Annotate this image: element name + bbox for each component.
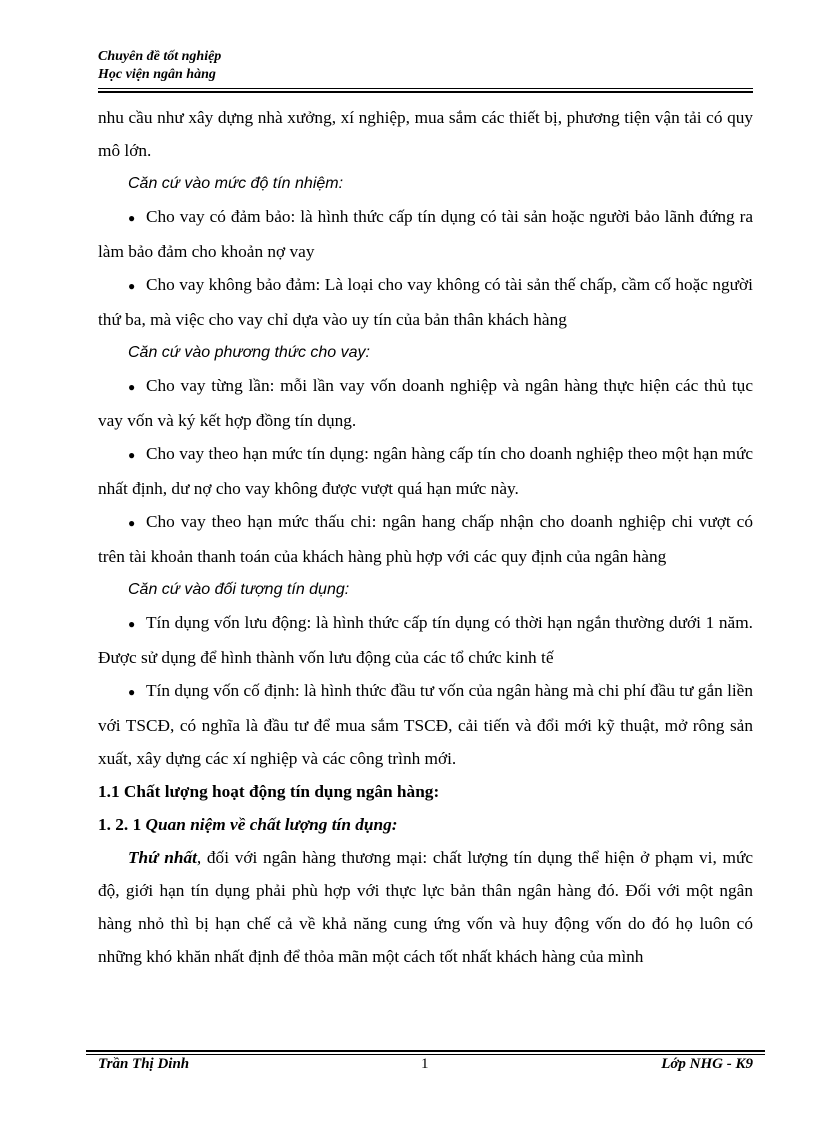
bullet-icon: ● [128, 380, 136, 394]
subsection-heading: 1. 2. 1 Quan niệm về chất lượng tín dụng: [98, 815, 398, 834]
page-footer [98, 1056, 753, 1076]
footer-rule [86, 1050, 765, 1055]
bullet-item: ● Cho vay không bảo đảm: Là loại cho vay không có tài sản thế chấp, cầm cố hoặc người thứ ba, mà việc cho vay chỉ dựa vào uy tín của bản thân khách hàng [98, 268, 753, 336]
bullet-icon: ● [128, 211, 136, 225]
bullet-icon: ● [128, 279, 136, 293]
bullet-item: ● Cho vay theo hạn mức thấu chi: ngân hang chấp nhận cho doanh nghiệp chi vượt có trên tài khoản thanh toán của khách hàng phù hợp với các quy định của ngân hàng [98, 505, 753, 573]
bullet-item: ● Cho vay có đảm bảo: là hình thức cấp tín dụng có tài sản hoặc người bảo lãnh đứng ra làm bảo đảm cho khoản nợ vay [98, 200, 753, 268]
header-title: Chuyên đề tốt nghiệp [98, 49, 222, 64]
section-label: Căn cứ vào đối tượng tín dụng: [128, 581, 350, 598]
bullet-icon: ● [128, 617, 136, 631]
page-header [98, 48, 753, 84]
paragraph: Thứ nhất, đối với ngân hàng thương mại: chất lượng tín dụng thể hiện ở phạm vi, mức độ, giới hạn tín dụng phải phù hợp với thực lực bản thân ngân hàng đó. Đối với một ngân hàng nhỏ thì bị hạn chế cả về khả năng cung ứng vốn và huy động vốn do đó họ luôn có những khó khăn nhất định để thỏa mãn một cách tốt nhất khách hàng của mình [98, 848, 753, 966]
bullet-item: ● Cho vay theo hạn mức tín dụng: ngân hàng cấp tín cho doanh nghiệp theo một hạn mức nhất định, dư nợ cho vay không được vượt quá hạn mức này. [98, 437, 753, 505]
page-number: 1 [421, 1056, 429, 1072]
bullet-item: ● Tín dụng vốn lưu động: là hình thức cấp tín dụng có thời hạn ngắn thường dưới 1 năm. Được sử dụng để hình thành vốn lưu động của các tổ chức kinh tế [98, 606, 753, 674]
footer-class: Lớp NHG - K9 [661, 1056, 753, 1072]
header-institution: Học viện ngân hàng [98, 67, 216, 82]
bullet-icon: ● [128, 685, 136, 699]
section-heading: 1.1 Chất lượng hoạt động tín dụng ngân hàng: [98, 782, 440, 801]
bullet-item: ● Tín dụng vốn cố định: là hình thức đầu tư vốn của ngân hàng mà chi phí đầu tư gắn liền với TSCĐ, có nghĩa là đầu tư để mua sắm TSCĐ, cải tiến và đổi mới kỹ thuật, mở rông sản xuất, xây dựng các xí nghiệp và các công trình mới. [98, 674, 753, 775]
paragraph: nhu cầu như xây dựng nhà xưởng, xí nghiệp, mua sắm các thiết bị, phương tiện vận tải có quy mô lớn. [98, 108, 753, 160]
section-label: Căn cứ vào phương thức cho vay: [128, 344, 370, 361]
footer-author: Trần Thị Dinh [98, 1056, 190, 1072]
bullet-icon: ● [128, 448, 136, 462]
section-label: Căn cứ vào mức độ tín nhiệm: [128, 175, 344, 192]
header-rule [98, 88, 753, 93]
bullet-item: ● Cho vay từng lần: mỗi lần vay vốn doanh nghiệp và ngân hàng thực hiện các thủ tục vay vốn và ký kết hợp đồng tín dụng. [98, 369, 753, 437]
document-body [98, 101, 753, 973]
bullet-icon: ● [128, 516, 136, 530]
